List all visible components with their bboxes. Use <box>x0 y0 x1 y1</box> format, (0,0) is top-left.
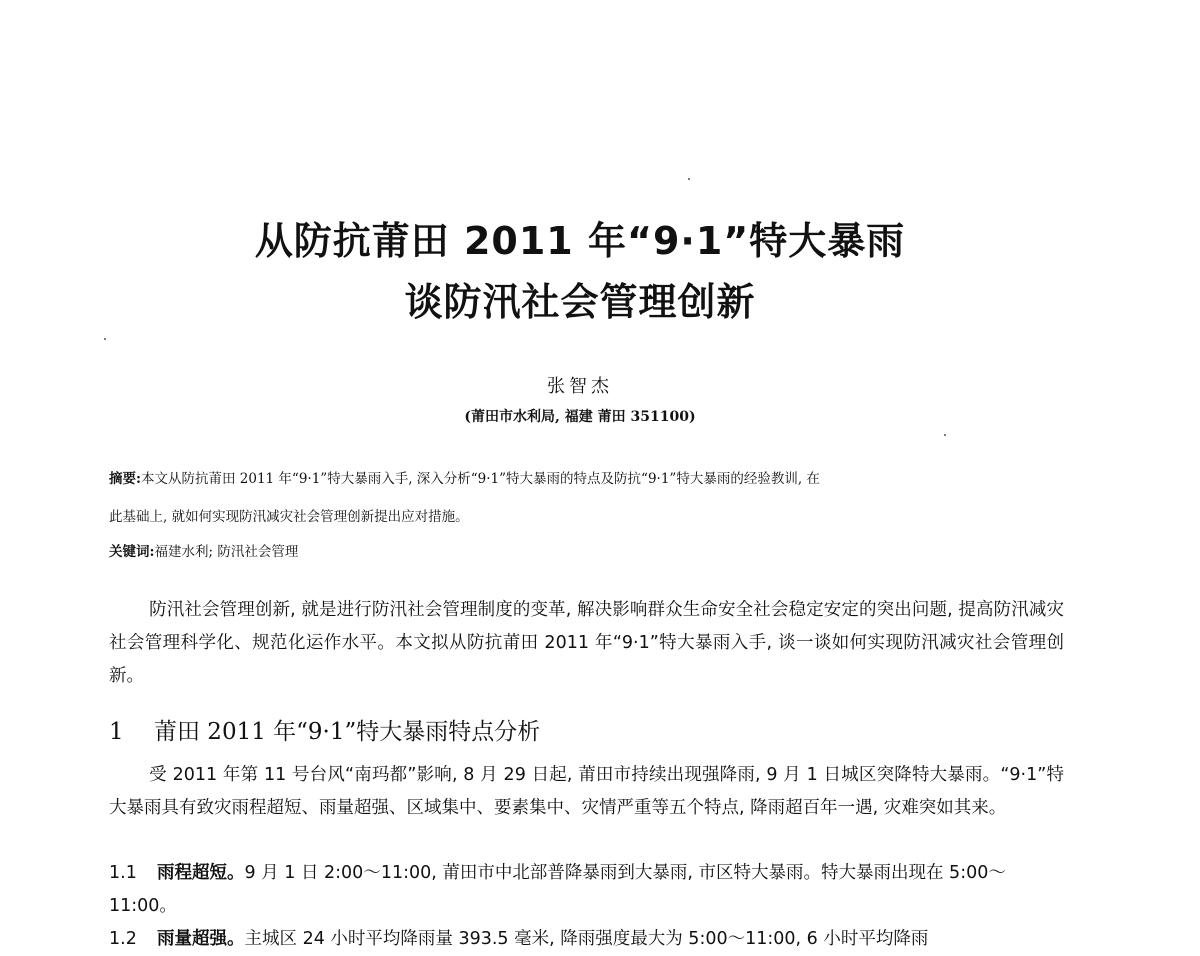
section-1-heading <box>109 713 540 746</box>
subsection-1-1-text: 9 月 1 日 2:00～11:00, 莆田市中北部普降暴雨到大暴雨, 市区特大暴雨。特大暴雨出现在 5:00～11:00。 <box>109 863 1006 916</box>
section-1-paragraph <box>109 759 1064 825</box>
section-1-number: 1 <box>109 719 124 745</box>
subsection-1-2-term: 雨量超强。 <box>157 929 245 949</box>
scan-speck <box>944 434 946 436</box>
abstract-text-2: 此基础上, 就如何实现防汛减灾社会管理创新提出应对措施。 <box>109 509 469 525</box>
abstract-line-2 <box>109 508 1069 527</box>
subsection-1-2 <box>109 923 1064 956</box>
subsection-1-1-term: 雨程超短。 <box>157 863 245 883</box>
subsection-1-1-number: 1.1 <box>109 863 137 883</box>
intro-paragraph <box>109 594 1064 693</box>
scan-speck <box>104 338 106 340</box>
abstract-label: 摘要: <box>109 471 141 487</box>
scan-speck <box>688 178 690 180</box>
keywords-text: 福建水利; 防汛社会管理 <box>154 544 299 560</box>
author-name: 张智杰 <box>547 376 613 397</box>
subsection-1-1 <box>109 857 1064 923</box>
abstract-text-1: 本文从防抗莆田 2011 年“9·1”特大暴雨入手, 深入分析“9·1”特大暴雨的特点及防抗“9·1”特大暴雨的经验教训, 在 <box>140 471 820 487</box>
keywords <box>109 540 298 560</box>
section-1-paragraph-text: 受 2011 年第 11 号台风“南玛都”影响, 8 月 29 日起, 莆田市持续出现强降雨, 9 月 1 日城区突降特大暴雨。“9·1”特大暴雨具有致灾雨程超短、雨量超强、区域集中、要素集中、灾情严重等五个特点, 降雨超百年一遇, 灾难突如其来。 <box>109 765 1064 818</box>
intro-paragraph-text: 防汛社会管理创新, 就是进行防汛社会管理制度的变革, 解决影响群众生命安全社会稳定安定的突出问题, 提高防汛减灾社会管理科学化、规范化运作水平。本文拟从防抗莆田 2011 年“9·1”特大暴雨入手, 谈一谈如何实现防汛减灾社会管理创新。 <box>109 600 1064 686</box>
subsection-1-2-text: 主城区 24 小时平均降雨量 393.5 毫米, 降雨强度最大为 5:00～11:00, 6 小时平均降雨 <box>244 929 929 949</box>
author-affiliation: (莆田市水利局, 福建 莆田 351100) <box>464 409 696 425</box>
subsection-1-2-number: 1.2 <box>109 929 137 949</box>
title-line-2: 谈防汛社会管理创新 <box>404 280 756 324</box>
title-line-1: 从防抗莆田 2011 年“9·1”特大暴雨 <box>254 219 906 263</box>
abstract-line-1 <box>109 470 1069 489</box>
keywords-label: 关键词: <box>109 544 155 560</box>
section-1-title: 莆田 2011 年“9·1”特大暴雨特点分析 <box>154 719 541 745</box>
